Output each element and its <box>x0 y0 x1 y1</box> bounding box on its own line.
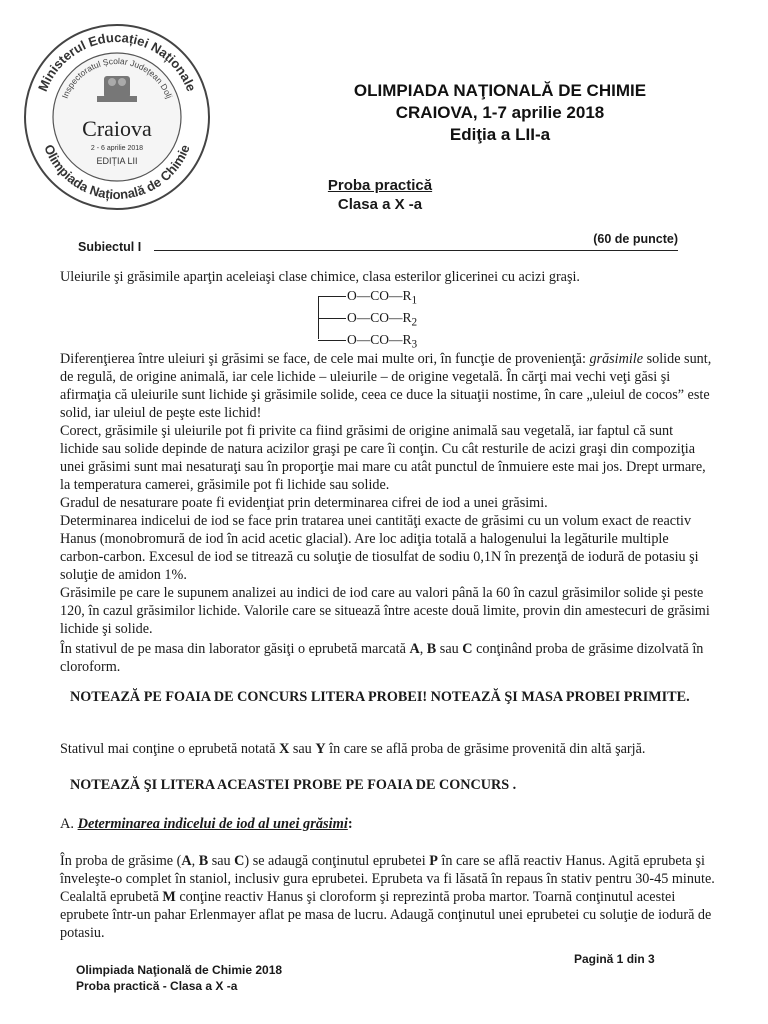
header-title: OLIMPIADA NAŢIONALĂ DE CHIMIE <box>353 81 647 100</box>
seal-city: Craiova <box>82 116 152 141</box>
subject-rule <box>154 250 678 251</box>
triglyceride-formula <box>316 288 456 350</box>
paragraph-iodine-number: Gradul de nesaturare poate fi evidenţiat prin determinarea cifrei de iod a unei grăsimi. <box>60 495 548 511</box>
seal-dates: 2 - 6 aprilie 2018 <box>90 145 144 152</box>
svg-text:Olimpiada Națională de Chimie: Olimpiada Națională de Chimie <box>41 142 193 202</box>
paragraph-sample-tube: În stativul de pe masa din laborator găsiţi o eprubetă marcată A, B sau C conţinând proba de grăsime dizolvată în cloroform. <box>60 641 704 675</box>
instruction-note-2: NOTEAZĂ ŞI LITERA ACEASTEI PROBE PE FOAIA DE CONCURS . <box>70 777 517 793</box>
section-a-heading: A. Determinarea indicelui de iod al unei grăsimi: <box>60 816 353 832</box>
formula-row-1: $O—CO—R_1$ <box>318 288 417 307</box>
paragraph-procedure-1: În proba de grăsime (A, B sau C) se adaugă conţinutul eprubetei P în care se află reactiv Hanus. Agită eprubeta şi înveleşte-o complet în staniol, inclusiv gura eprubetei. Eprubeta va fi lăsată în repaus în stativ pentru 30-45 minute. <box>60 853 715 887</box>
paragraph-procedure-2: Cealaltă eprubetă M conţine reactiv Hanus şi cloroform şi reprezintă proba martor. Toarnă conţinutul acestei eprubete într-un pahar Erlenmayer aflat pe masa de lucru. Adaugă conţinutul unei eprubetei cu soluţie de iodură de potasiu. <box>60 889 712 941</box>
header-edition: Ediţia a LII-a <box>449 125 551 144</box>
paragraph-provenance: Diferenţierea între uleiuri şi grăsimi se face, de cele mai multe ori, în funcţie de provenienţă: grăsimile solide sunt, de regulă, de origine animală, iar cele lichide – uleiurile – de origine vegetală. În cărţi mai vechi veţi găsi şi afirmaţia că uleiurile sunt lichide şi grăsimile solide, ceea ce duce la situaţii nostime, în care „uleiul de cocos” este solid, iar uleiul de peşte este lichid! <box>60 351 712 421</box>
exam-type: Proba practică <box>327 177 433 194</box>
exam-section-heading <box>250 176 510 214</box>
footer-exam: Proba practică - Clasa a X -a <box>76 979 238 993</box>
paragraph-iodine-values: Grăsimile pe care le supunem analizei au indici de iod care au valori până la 60 în cazul grăsimilor solide şi peste 120, în cazul grăsimilor lichide. Valorile care se situează între aceste două limite, provin din amestecuri de grăsimi lichide şi solide. <box>60 585 710 637</box>
olympiad-header <box>300 80 700 146</box>
paragraph-saturation: Corect, grăsimile şi uleiurile pot fi privite ca fiind grăsimi de origine animală sau vegetală, iar faptul că sunt lichide sau solide depinde de natura acizilor graşi pe care îi conţin. Cu cât resturile de acizi graşi din compoziţia unei grăsimi sunt mai nesaturaţi sau în proporţie mai mare cu atât punctul de înmuiere este mai jos. Drept urmare, la temperatura camerei, grăsimile pot fi lichide sau solide. <box>60 423 706 493</box>
formula-row-2: $O—CO—R_2$ <box>318 310 417 329</box>
procedure-text <box>60 852 715 942</box>
subject-label: Subiectul I <box>78 240 142 254</box>
page-number: Pagină 1 din 3 <box>574 952 655 966</box>
footer-info <box>76 962 282 994</box>
body-text-main <box>60 350 715 638</box>
header-location-dates: CRAIOVA, 1-7 aprilie 2018 <box>395 103 605 122</box>
subject-header <box>76 232 682 254</box>
seal-edition: EDIȚIA LII <box>96 156 138 166</box>
subject-points: (60 de puncte) <box>593 232 678 246</box>
paragraph-hanus-method: Determinarea indicelui de iod se face prin tratarea unei cantităţi exacte de grăsimi cu un volum exact de reactiv Hanus (monobromură de iod în acid acetic glacial). Are loc adiţia totală a halogenului la legăturile multiple carbon-carbon. Excesul de iod se titrează cu soluţie de tiosulfat de sodiu 0,1N în prezenţă de iodură de potasiu şi soluţie de amidon 1%. <box>60 513 699 583</box>
paragraph-second-tube: Stativul mai conţine o eprubetă notată X sau Y în care se află proba de grăsime provenită din altă şarjă. <box>60 741 646 757</box>
olympiad-seal-logo <box>12 12 222 212</box>
exam-class: Clasa a X -a <box>337 196 423 213</box>
svg-text:Inspectoratul Școlar Județean: Inspectoratul Școlar Județean Dolj <box>59 55 175 100</box>
intro-paragraph: Uleiurile şi grăsimile aparţin aceleiaşi clase chimice, clasa esterilor glicerinei cu acizi graşi. <box>60 269 580 285</box>
instruction-note-1: NOTEAZĂ PE FOAIA DE CONCURS LITERA PROBEI! NOTEAZĂ ŞI MASA PROBEI PRIMITE. <box>70 689 690 705</box>
formula-row-3: $O—CO—R_3$ <box>318 332 417 351</box>
footer-olympiad: Olimpiada Naţională de Chimie 2018 <box>76 963 283 977</box>
svg-text:Ministerul Educației Naționale: Ministerul Educației Naționale <box>34 29 200 94</box>
